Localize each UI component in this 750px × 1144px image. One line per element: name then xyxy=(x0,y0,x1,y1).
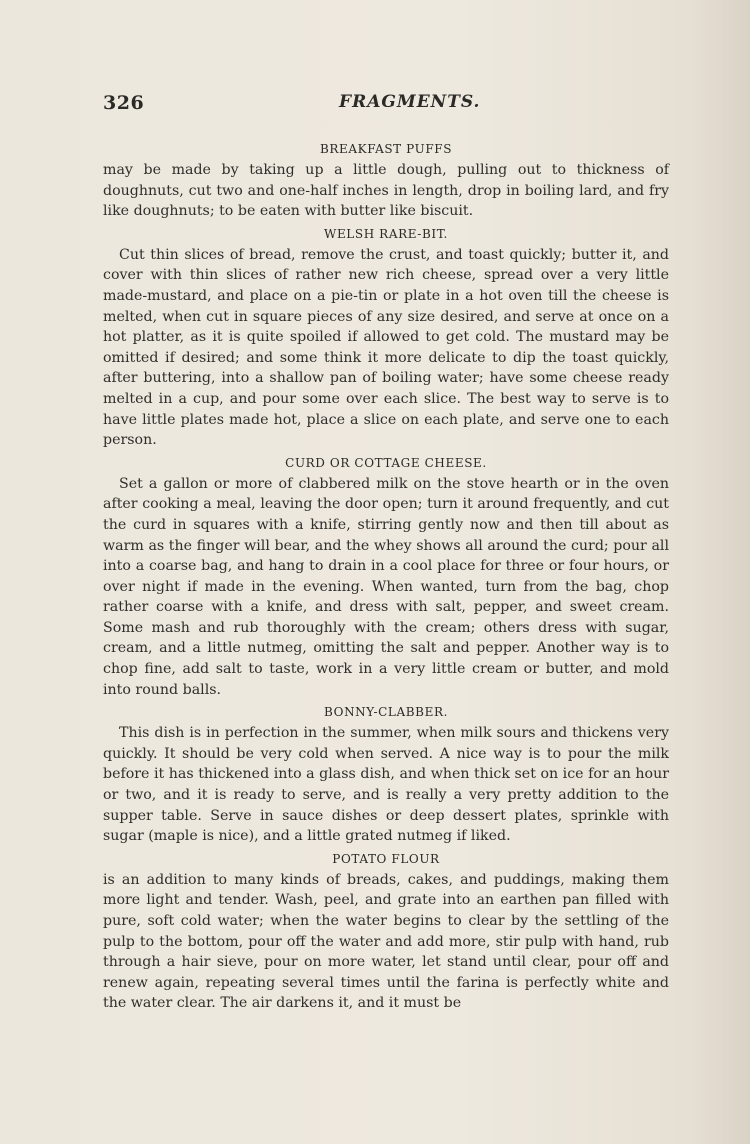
section-text-bonny-clabber: This dish is in perfection in the summer, when milk sours and thickens very quickly. It should be very cold when served. A nice way is to pour the milk before it has thickened into a glass dish, and when thick set on ice for an hour or two, and it is ready to serve, and is really a very pretty addition to the supper table. Serve in sauce dishes or deep dessert plates, sprinkle with sugar (maple is nice), and a little grated nutmeg if liked. xyxy=(103,725,669,845)
page-body xyxy=(103,137,669,1014)
section-text-potato-flour: is an addition to many kinds of breads, cakes, and puddings, making them more light and tender. Wash, peel, and grate into an earthen pan filled with pure, soft cold water; when the water begins to clear by the settling of the pulp to the bottom, pour off the water and add more, stir pulp with hand, rub through a hair sieve, pour on more water, let stand until clear, pour off and renew again, repeating several times until the farina is perfectly white and the water clear. The air darkens it, and it must be xyxy=(103,871,669,1012)
section-text-welsh-rare-bit: Cut thin slices of bread, remove the crust, and toast quickly; butter it, and cover with thin slices of rather new rich cheese, spread over a very little made-mustard, and place on a pie-tin or plate in a hot oven till the cheese is melted, when cut in square pieces of any size desired, and serve at once on a hot platter, as it is quite spoiled if allowed to get cold. The mustard may be omitted if desired; and some think it more delicate to dip the toast quickly, after buttering, into a shallow pan of boiling water; have some cheese ready melted in a cup, and pour some over each slice. The best way to serve is to have little plates made hot, place a slice on each plate, and serve one to each person. xyxy=(103,246,669,449)
section-heading-curd-cottage-cheese: CURD OR COTTAGE CHEESE. xyxy=(285,455,487,470)
section-text-breakfast-puffs: may be made by taking up a little dough, pulling out to thickness of doughnuts, cut two and one-half inches in length, drop in boiling lard, and fry like doughnuts; to be eaten with butter like biscuit. xyxy=(103,162,669,220)
section-heading-bonny-clabber: BONNY-CLABBER. xyxy=(324,705,448,720)
page-number: 326 xyxy=(103,92,145,114)
section-text-curd-cottage-cheese: Set a gallon or more of clabbered milk on the stove hearth or in the oven after cooking a meal, leaving the door open; turn it around frequently, and cut the curd in squares with a knife, stirring gently now and then till about as warm as the finger will bear, and the whey shows all around the curd; pour all into a coarse bag, and hang to drain in a cool place for three or four hours, or over night if made in the evening. When wanted, turn from the bag, chop rather coarse with a knife, and dress with salt, pepper, and sweet cream. Some mash and rub thoroughly with the cream; others dress with sugar, cream, and a little nutmeg, omitting the salt and pepper. Another way is to chop fine, add salt to taste, work in a very little cream or butter, and mold into round balls. xyxy=(103,475,669,698)
section-heading-potato-flour: POTATO FLOUR xyxy=(332,851,440,866)
running-head xyxy=(103,86,669,116)
section-heading-welsh-rare-bit: WELSH RARE-BIT. xyxy=(324,226,448,241)
running-title: FRAGMENTS. xyxy=(339,92,481,112)
section-heading-breakfast-puffs: BREAKFAST PUFFS xyxy=(319,142,453,156)
